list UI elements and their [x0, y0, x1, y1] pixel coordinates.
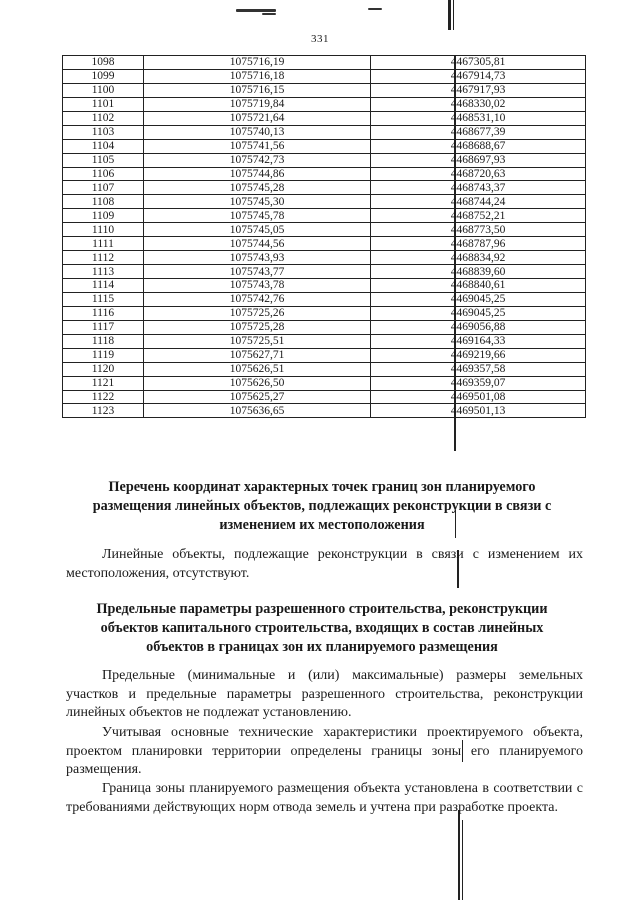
point-number-cell: 1101 [63, 97, 144, 111]
table-row [63, 279, 586, 293]
point-number-cell: 1123 [63, 404, 144, 418]
scan-artifact [262, 13, 276, 15]
point-number-cell: 1107 [63, 181, 144, 195]
y-coordinate-cell: 4469501,08 [371, 390, 586, 404]
x-coordinate-cell: 1075744,56 [144, 237, 371, 251]
y-coordinate-cell: 4468330,02 [371, 97, 586, 111]
point-number-cell: 1122 [63, 390, 144, 404]
y-coordinate-cell: 4468697,93 [371, 153, 586, 167]
y-coordinate-cell: 4468688,67 [371, 139, 586, 153]
x-coordinate-cell: 1075625,27 [144, 390, 371, 404]
point-number-cell: 1111 [63, 237, 144, 251]
table-row [63, 181, 586, 195]
section1-heading: Перечень координат характерных точек границ зон планируемого размещения линейных объектов, подлежащих реконструкции в связи с изменением их местоположения [92, 479, 552, 533]
point-number-cell: 1098 [63, 56, 144, 70]
table-row [63, 334, 586, 348]
point-number-cell: 1100 [63, 83, 144, 97]
x-coordinate-cell: 1075742,73 [144, 153, 371, 167]
y-coordinate-cell: 4467914,73 [371, 69, 586, 83]
table-row [63, 251, 586, 265]
section2-paragraph-3 [66, 780, 583, 817]
point-number-cell: 1103 [63, 125, 144, 139]
table-row [63, 376, 586, 390]
table-row [63, 153, 586, 167]
scan-artifact [458, 810, 460, 900]
point-number-cell: 1118 [63, 334, 144, 348]
x-coordinate-cell: 1075716,15 [144, 83, 371, 97]
point-number-cell: 1116 [63, 306, 144, 320]
table-row [63, 97, 586, 111]
point-number-cell: 1105 [63, 153, 144, 167]
x-coordinate-cell: 1075741,56 [144, 139, 371, 153]
table-row [63, 139, 586, 153]
x-coordinate-cell: 1075745,30 [144, 195, 371, 209]
point-number-cell: 1112 [63, 251, 144, 265]
table-row [63, 306, 586, 320]
x-coordinate-cell: 1075636,65 [144, 404, 371, 418]
x-coordinate-cell: 1075719,84 [144, 97, 371, 111]
table-row [63, 83, 586, 97]
table-row [63, 348, 586, 362]
x-coordinate-cell: 1075725,28 [144, 320, 371, 334]
point-number-cell: 1120 [63, 362, 144, 376]
point-number-cell: 1106 [63, 167, 144, 181]
point-number-cell: 1110 [63, 223, 144, 237]
section1-paragraph [66, 546, 583, 583]
section2-paragraph-1 [66, 667, 583, 723]
x-coordinate-cell: 1075627,71 [144, 348, 371, 362]
point-number-cell: 1109 [63, 209, 144, 223]
y-coordinate-cell: 4468677,39 [371, 125, 586, 139]
scan-artifact [448, 0, 451, 30]
y-coordinate-cell: 4469045,25 [371, 292, 586, 306]
scan-artifact [236, 9, 276, 12]
x-coordinate-cell: 1075721,64 [144, 111, 371, 125]
table-row [63, 195, 586, 209]
y-coordinate-cell: 4469056,88 [371, 320, 586, 334]
table-row [63, 292, 586, 306]
table-row [63, 111, 586, 125]
y-coordinate-cell: 4467917,93 [371, 83, 586, 97]
x-coordinate-cell: 1075742,76 [144, 292, 371, 306]
table-row [63, 223, 586, 237]
x-coordinate-cell: 1075716,18 [144, 69, 371, 83]
y-coordinate-cell: 4468839,60 [371, 265, 586, 279]
section2-paragraph-2 [66, 724, 583, 780]
x-coordinate-cell: 1075725,51 [144, 334, 371, 348]
scan-artifact [453, 0, 454, 30]
y-coordinate-cell: 4469045,25 [371, 306, 586, 320]
x-coordinate-cell: 1075745,28 [144, 181, 371, 195]
y-coordinate-cell: 4468787,96 [371, 237, 586, 251]
point-number-cell: 1119 [63, 348, 144, 362]
table-row [63, 320, 586, 334]
table-row [63, 237, 586, 251]
y-coordinate-cell: 4468720,63 [371, 167, 586, 181]
y-coordinate-cell: 4469359,07 [371, 376, 586, 390]
section1-text: Линейные объекты, подлежащие реконструкции в связи с изменением их местоположения, отсутствуют. [66, 547, 583, 581]
y-coordinate-cell: 4469219,66 [371, 348, 586, 362]
table-row [63, 125, 586, 139]
x-coordinate-cell: 1075725,26 [144, 306, 371, 320]
x-coordinate-cell: 1075716,19 [144, 56, 371, 70]
x-coordinate-cell: 1075745,78 [144, 209, 371, 223]
scan-artifact [368, 8, 382, 10]
page-number: 331 [311, 33, 329, 45]
table-row [63, 362, 586, 376]
section2-text-3: Граница зоны планируемого размещения объекта установлена в соответствии с требованиями действующих норм отвода земель и учтена при разработке проекта. [66, 781, 583, 815]
x-coordinate-cell: 1075745,05 [144, 223, 371, 237]
table-row [63, 167, 586, 181]
x-coordinate-cell: 1075744,86 [144, 167, 371, 181]
x-coordinate-cell: 1075626,51 [144, 362, 371, 376]
table-row [63, 265, 586, 279]
y-coordinate-cell: 4467305,81 [371, 56, 586, 70]
point-number-cell: 1102 [63, 111, 144, 125]
table-row [63, 390, 586, 404]
point-number-cell: 1115 [63, 292, 144, 306]
y-coordinate-cell: 4468744,24 [371, 195, 586, 209]
scan-artifact [462, 820, 463, 900]
coordinates-table [62, 55, 586, 418]
y-coordinate-cell: 4468531,10 [371, 111, 586, 125]
x-coordinate-cell: 1075743,77 [144, 265, 371, 279]
point-number-cell: 1113 [63, 265, 144, 279]
table-row [63, 404, 586, 418]
y-coordinate-cell: 4468752,21 [371, 209, 586, 223]
table-row [63, 69, 586, 83]
point-number-cell: 1121 [63, 376, 144, 390]
y-coordinate-cell: 4468840,61 [371, 279, 586, 293]
section2-heading: Предельные параметры разрешенного строительства, реконструкции объектов капитального строительства, входящих в состав линейных объектов в границах зон их планируемого размещения [96, 601, 548, 655]
point-number-cell: 1099 [63, 69, 144, 83]
x-coordinate-cell: 1075743,78 [144, 279, 371, 293]
point-number-cell: 1104 [63, 139, 144, 153]
point-number-cell: 1108 [63, 195, 144, 209]
y-coordinate-cell: 4468773,50 [371, 223, 586, 237]
point-number-cell: 1117 [63, 320, 144, 334]
table-row [63, 209, 586, 223]
x-coordinate-cell: 1075740,13 [144, 125, 371, 139]
y-coordinate-cell: 4469164,33 [371, 334, 586, 348]
section2-text-1: Предельные (минимальные и (или) максимальные) размеры земельных участков и предельные параметры разрешенного строительства, реконструкции линейных объектов не подлежат установлению. [66, 668, 583, 720]
section2-text-2: Учитывая основные технические характеристики проектируемого объекта, проектом планировки территории определены границы зоны его планируемого размещения. [66, 725, 583, 777]
x-coordinate-cell: 1075626,50 [144, 376, 371, 390]
y-coordinate-cell: 4468743,37 [371, 181, 586, 195]
x-coordinate-cell: 1075743,93 [144, 251, 371, 265]
y-coordinate-cell: 4469357,58 [371, 362, 586, 376]
y-coordinate-cell: 4468834,92 [371, 251, 586, 265]
point-number-cell: 1114 [63, 279, 144, 293]
table-row [63, 56, 586, 70]
y-coordinate-cell: 4469501,13 [371, 404, 586, 418]
